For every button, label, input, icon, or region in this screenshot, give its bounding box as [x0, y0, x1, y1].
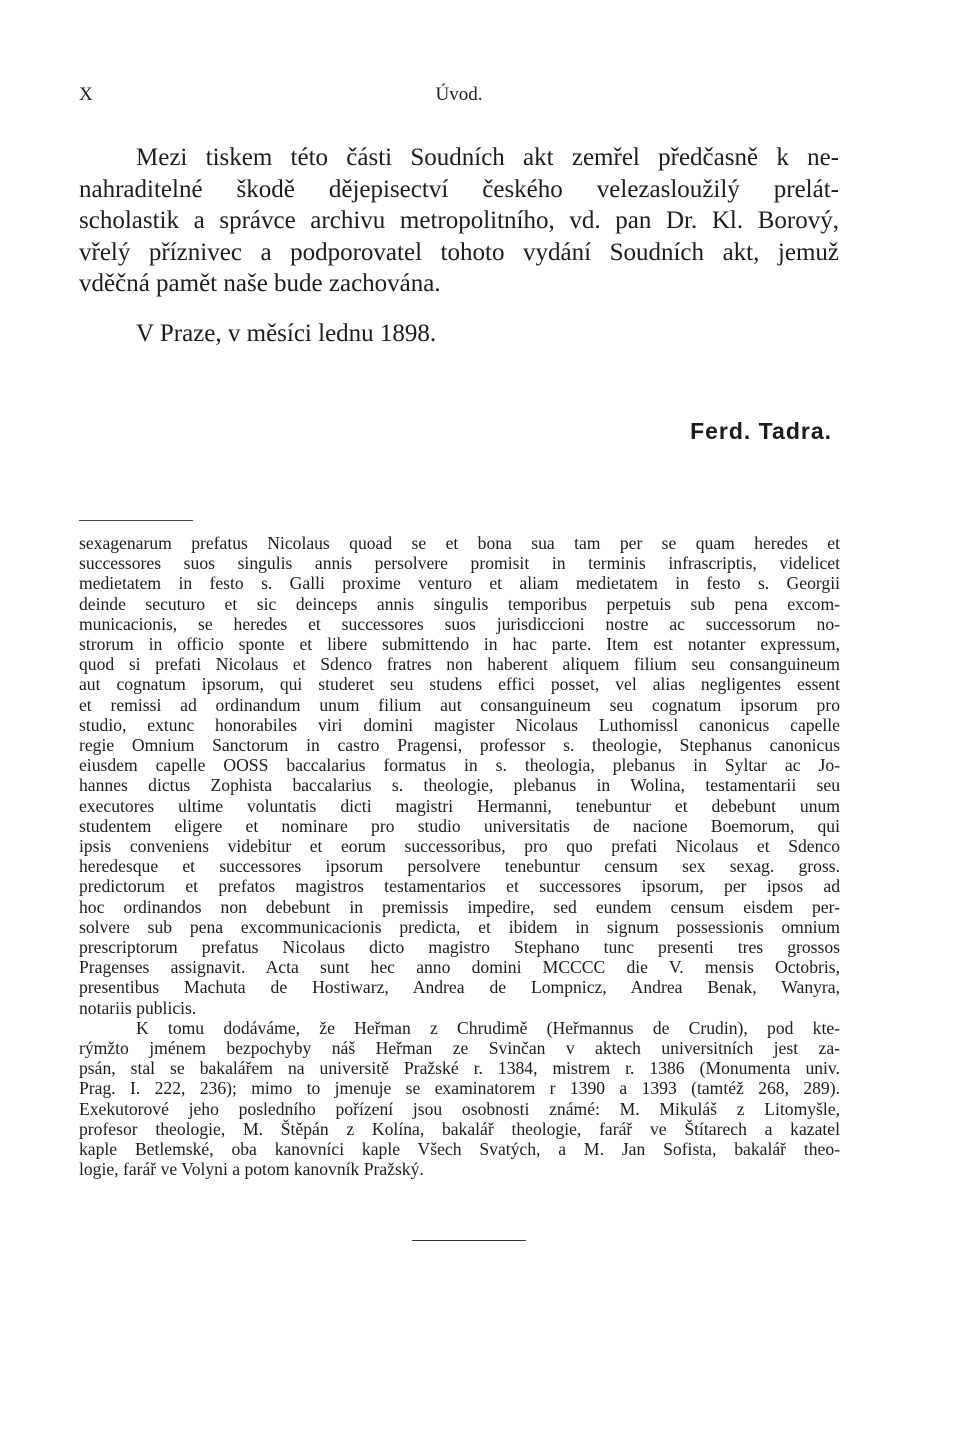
footnote-line: presentibus Machuta de Hostiwarz, Andrea de Lompnicz, Andrea Benak, Wanyra, [79, 977, 840, 998]
footnote-line: solvere sub pena excommunicacionis predicta, et ibidem in signum possessionis omnium [79, 916, 840, 937]
footnote-line: successores suos singulis annis persolvere promisit in terminis infrascriptis, videlicet [79, 553, 840, 574]
intro-line: Mezi tiskem této části Soudních akt zemřel předčasně k ne- [136, 144, 839, 171]
footnote-line: logie, farář ve Volyni a potom kanovník Pražský. [79, 1159, 424, 1180]
footnote-line: Exekutorové jeho posledního pořízení jsou osobnosti známé: M. Mikuláš z Litomyšle, [79, 1098, 840, 1119]
intro-line: scholastik a správce archivu metropolitního, vd. pan Dr. Kl. Borový, [79, 207, 839, 234]
footnote-line: Pragenses assignavit. Acta sunt hec anno domini MCCCC die V. mensis Octobris, [79, 957, 840, 978]
intro-paragraph [79, 142, 839, 300]
page-number: X [79, 84, 93, 105]
footnote-line: regie Omnium Sanctorum in castro Pragensi, professor s. theologie, Stephanus canonicus [79, 735, 840, 756]
footnote-line: sexagenarum prefatus Nicolaus quoad se et bona sua tam per se quam heredes et [79, 533, 840, 553]
footnote-line: rýmžto jménem bezpochyby náš Heřman ze Svinčan v aktech universitních jest za- [79, 1038, 840, 1059]
footnote-line: medietatem in festo s. Galli proxime venturo et aliam medietatem in festo s. Georgii [79, 573, 840, 594]
footnote-line: studio, extunc honorabiles viri domini magister Nicolaus Luthomissl canonicus capelle [79, 714, 840, 735]
footnote-line: prescriptorum prefatus Nicolaus dicto magistro Stephano tunc presenti tres grossos [79, 937, 840, 958]
footnotes [79, 533, 840, 1180]
header-title: Úvod. [435, 84, 483, 105]
footnote-line: hannes dictus Zophista baccalarius s. theologie, plebanus in Wolina, testamentarii seu [79, 775, 840, 796]
intro-line: vřelý příznivec a podporovatel tohoto vydání Soudních akt, jemuž [79, 238, 839, 266]
footnote-line: strorum in officio sponte et libere submittendo in hac parte. Item est notanter expressum, [79, 634, 840, 655]
footnote-line: profesor theologie, M. Štěpán z Kolína, bakalář theologie, farář ve Štítarech a kazatel [79, 1118, 840, 1139]
footnote-line: deinde secuturo et sic deinceps annis singulis temporibus perpetuis sub pena excom- [79, 593, 840, 614]
intro-line: vděčná pamět naše bude zachována. [79, 270, 441, 297]
footnote-line: heredesque et successores ipsorum persolvere tenebuntur censum sex sexag. gross. [79, 856, 840, 877]
dateline: V Praze, v měsíci lednu 1898. [136, 320, 437, 347]
footnote-line: ipsis conveniens videbitur et eorum successoribus, pro quo prefati Nicolaus et Sdenco [79, 836, 840, 857]
footnote-czech-paragraph [79, 1018, 840, 1180]
footnote-line: executores ultime voluntatis dicti magistri Hermanni, tenebuntur et debebunt unum [79, 795, 840, 816]
footnote-line: quod si prefati Nicolaus et Sdenco fratres non haberent aliquem filium seu consanguineum [79, 654, 840, 675]
footnote-line: predictorum et prefatos magistros testamentarios et successores ipsorum, per ipsos ad [79, 876, 840, 897]
footnote-line: Prag. I. 222, 236); mimo to jmenuje se examinatorem r 1390 a 1393 (tamtéž 268, 289). [79, 1078, 840, 1099]
footnote-line: eiusdem capelle OOSS baccalarius formatus in s. theologia, plebanus in Syltar ac Jo- [79, 755, 840, 776]
footnote-line: et remissi ad ordinandum unum filium aut consanguineum seu cognatum ipsorum pro [79, 694, 840, 715]
footnote-line: kaple Betlemské, oba kanovníci kaple Všech Svatých, a M. Jan Sofista, bakalář theo- [79, 1139, 840, 1160]
footnote-line: aut cognatum ipsorum, qui studeret seu studens effici posset, vel alias negligentes essent [79, 674, 840, 695]
footnote-rule [79, 520, 193, 521]
footnote-line: municacionis, se heredes et successores suos jurisdiccioni nostre ac successorum no- [79, 613, 840, 634]
footnote-line: studentem eligere et nominare pro studio universitatis de nacione Boemorum, qui [79, 815, 840, 836]
end-rule [412, 1240, 526, 1241]
signature: Ferd. Tadra. [690, 418, 832, 444]
footnote-line: notariis publicis. [79, 997, 197, 1018]
intro-line: nahraditelné škodě dějepisectví českého velezasloužilý prelát- [79, 175, 839, 203]
footnote-latin-paragraph [79, 533, 840, 1018]
running-head [79, 84, 839, 114]
footnote-line: psán, stal se bakalářem na universitě Pražské r. 1384, mistrem r. 1386 (Monumenta univ. [79, 1058, 840, 1079]
footnote-line: K tomu dodáváme, že Heřman z Chrudimě (Heřmannus de Crudin), pod kte- [136, 1017, 840, 1038]
footnote-line: hoc ordinandos non debebunt in premissis impedire, sed eundem censum eisdem per- [79, 896, 840, 917]
